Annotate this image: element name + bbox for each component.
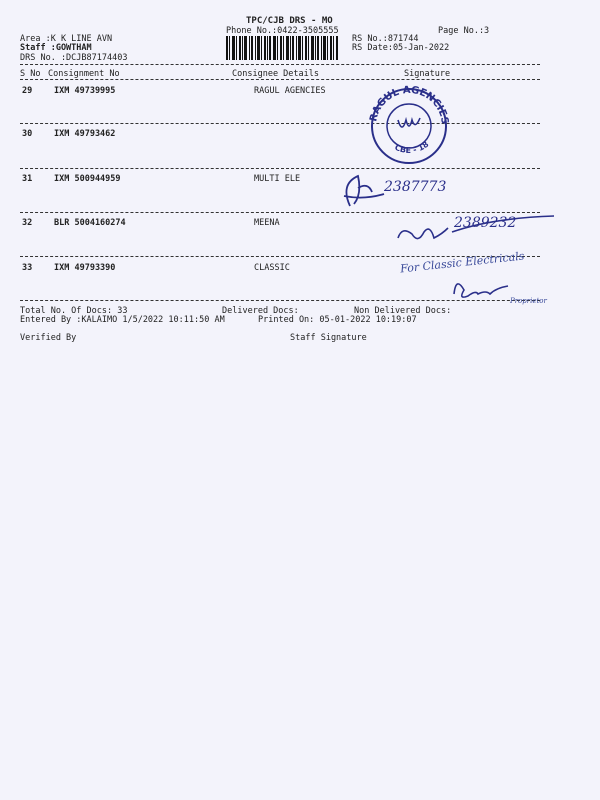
row-consignment: IXM 49793462 [54, 129, 116, 139]
stamp-bottom-text: CBE - 18 [393, 139, 431, 155]
row-s-no: 29 [22, 86, 33, 96]
barcode-graphic [226, 36, 338, 60]
drs-number: DRS No. :DCJB87174403 [20, 53, 128, 63]
signature-row-33 [446, 272, 516, 302]
row-consignee: CLASSIC [254, 263, 290, 273]
divider [20, 64, 540, 65]
delivered-docs: Delivered Docs: [222, 306, 299, 316]
column-s-no: S No [20, 69, 41, 79]
entered-by: Entered By :KALAIMO 1/5/2022 10:11:50 AM [20, 315, 225, 325]
handwritten-number-31: 2387773 [384, 179, 447, 195]
row-s-no: 31 [22, 174, 33, 184]
handwritten-classic-text: For Classic Electricals [399, 249, 525, 276]
stamp-top-text: RAGUL AGENCIES [368, 84, 451, 125]
row-consignee: MEENA [254, 218, 280, 228]
row-consignment: BLR 5004160274 [54, 218, 126, 228]
row-consignee: RAGUL AGENCIES [254, 86, 326, 96]
verified-by: Verified By [20, 333, 77, 343]
printed-on: Printed On: 05-01-2022 10:19:07 [258, 315, 417, 325]
row-s-no: 32 [22, 218, 33, 228]
total-docs: Total No. Of Docs: 33 [20, 306, 128, 316]
column-consignee: Consignee Details [232, 69, 319, 79]
staff-label: Staff :GOWTHAM [20, 43, 92, 53]
phone-number: Phone No.:0422-3505555 [226, 26, 339, 36]
area-label: Area :K K LINE AVN [20, 34, 113, 44]
row-consignment: IXM 49739995 [54, 86, 116, 96]
handwritten-proprietor: Proprietor [510, 297, 547, 305]
handwritten-number-32: 2389232 [454, 215, 517, 231]
row-consignee: MULTI ELE [254, 174, 301, 184]
column-signature: Signature [404, 69, 451, 79]
page-number: Page No.:3 [438, 26, 490, 36]
non-delivered-docs: Non Delivered Docs: [354, 306, 452, 316]
row-consignment: IXM 500944959 [54, 174, 121, 184]
row-s-no: 33 [22, 263, 33, 273]
rs-number: RS No.:871744 [352, 34, 419, 44]
row-consignment: IXM 49793390 [54, 263, 116, 273]
document-title: TPC/CJB DRS - MO [246, 16, 333, 26]
staff-signature: Staff Signature [290, 333, 367, 343]
company-stamp [364, 84, 454, 164]
divider [20, 123, 540, 124]
divider [20, 79, 540, 80]
rs-date: RS Date:05-Jan-2022 [352, 43, 450, 53]
row-s-no: 30 [22, 129, 33, 139]
column-consignment: Consignment No [48, 69, 120, 79]
